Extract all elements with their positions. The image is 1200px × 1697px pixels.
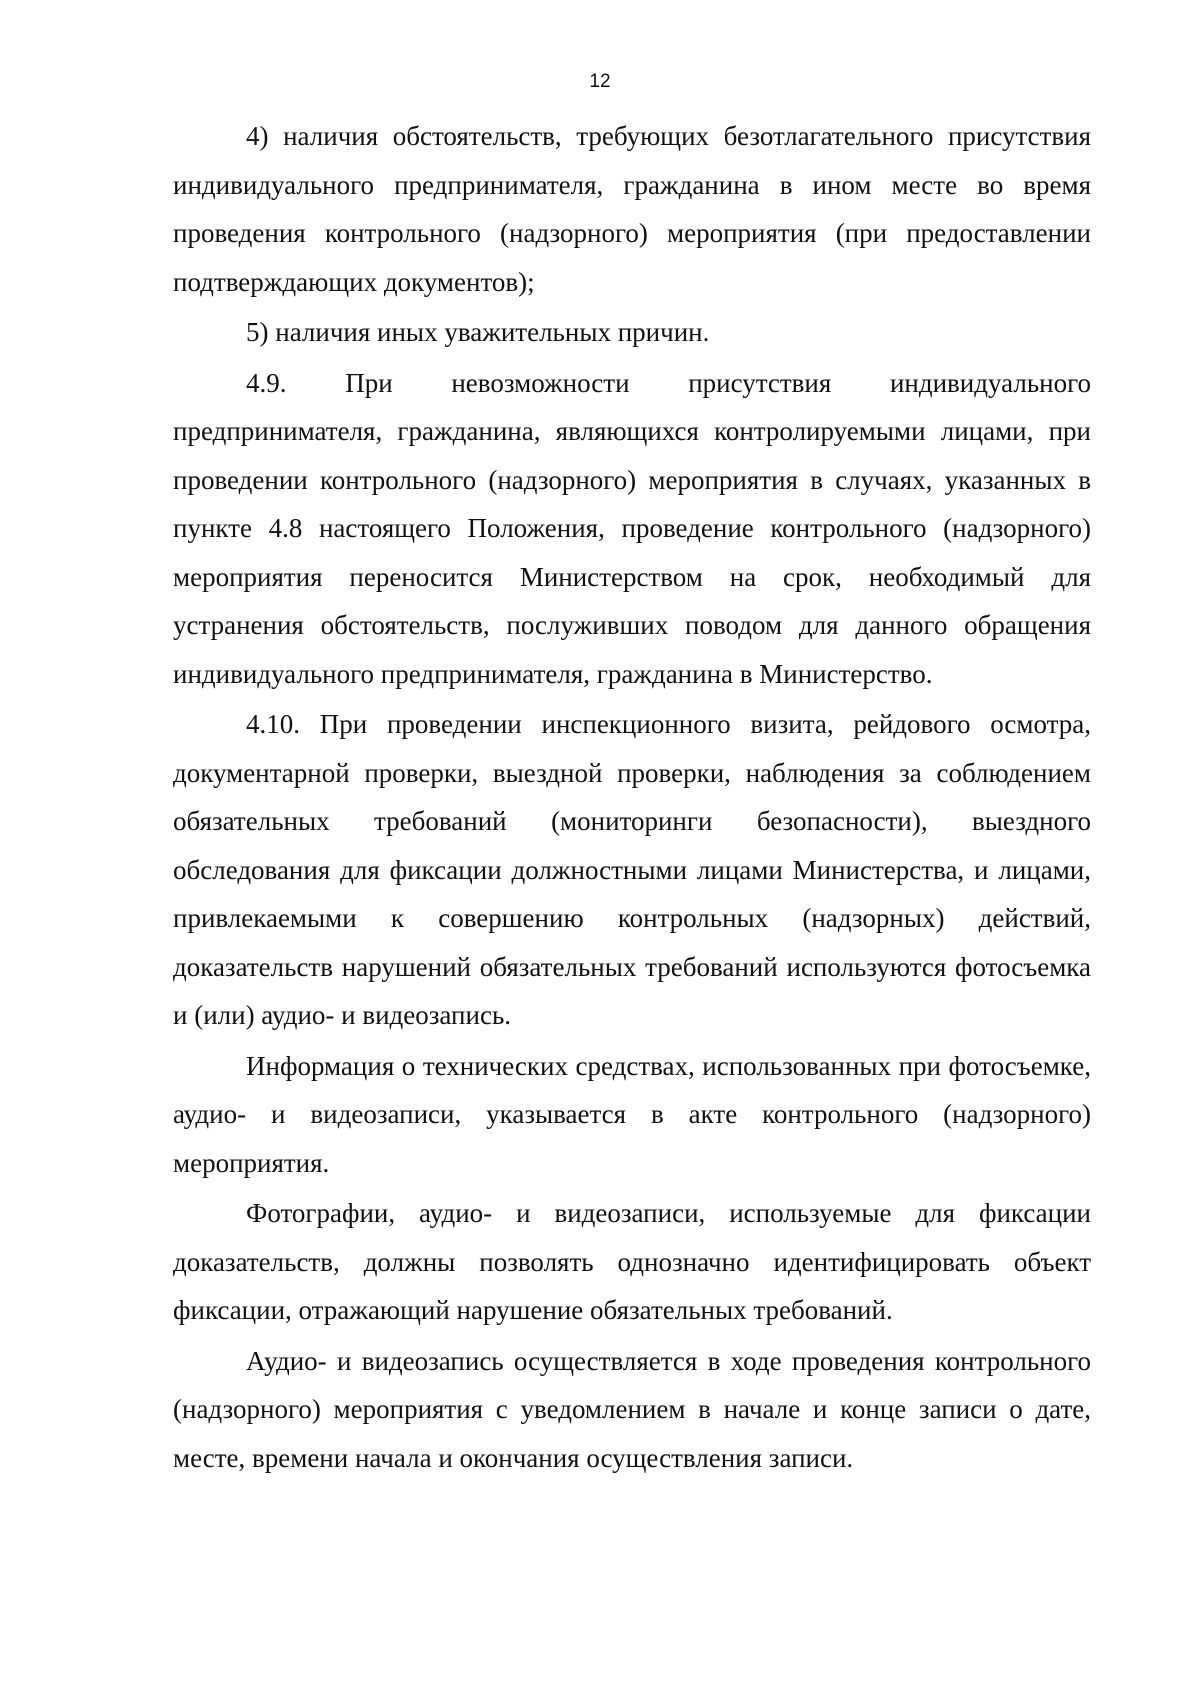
paragraph-clause-4-9: 4.9. При невозможности присутствия индивидуального предпринимателя, гражданина, являющихся контролируемыми лицами, при проведении контрольного (надзорного) мероприятия в случаях, указанных в пункте 4.8 настоящего Положения, проведение контрольного (надзорного) мероприятия переносится Министерством на срок, необходимый для устранения обстоятельств, послуживших поводом для данного обращения индивидуального предпринимателя, гражданина в Министерство. bbox=[173, 367, 1091, 689]
document-body bbox=[173, 112, 1091, 1484]
paragraph-recording-procedure: Аудио- и видеозапись осуществляется в ходе проведения контрольного (надзорного) мероприятия с уведомлением в начале и конце записи о дате, месте, времени начала и окончания осуществления записи. bbox=[173, 1345, 1091, 1473]
paragraph-clause-4-10: 4.10. При проведении инспекционного визита, рейдового осмотра, документарной проверки, выездной проверки, наблюдения за соблюдением обязательных требований (мониторинги безопасности), выездного обследования для фиксации должностными лицами Министерства, и лицами, привлекаемыми к совершению контрольных (надзорных) действий, доказательств нарушений обязательных требований используются фотосъемка и (или) аудио- и видеозапись. bbox=[173, 709, 1091, 1030]
page-number: 12 bbox=[589, 71, 611, 92]
paragraph-item-5: 5) наличия иных уважительных причин. bbox=[246, 317, 710, 347]
paragraph-photo-requirements: Фотографии, аудио- и видеозаписи, используемые для фиксации доказательств, должны позволять однозначно идентифицировать объект фиксации, отражающий нарушение обязательных требований. bbox=[173, 1198, 1091, 1325]
paragraph-item-4: 4) наличия обстоятельств, требующих безотлагательного присутствия индивидуального предпринимателя, гражданина в ином месте во время проведения контрольного (надзорного) мероприятия (при предоставлении подтверждающих документов); bbox=[173, 121, 1091, 297]
paragraph-technical-means: Информация о технических средствах, использованных при фотосъемке, аудио- и видеозаписи, указывается в акте контрольного (надзорного) мероприятия. bbox=[173, 1050, 1091, 1178]
